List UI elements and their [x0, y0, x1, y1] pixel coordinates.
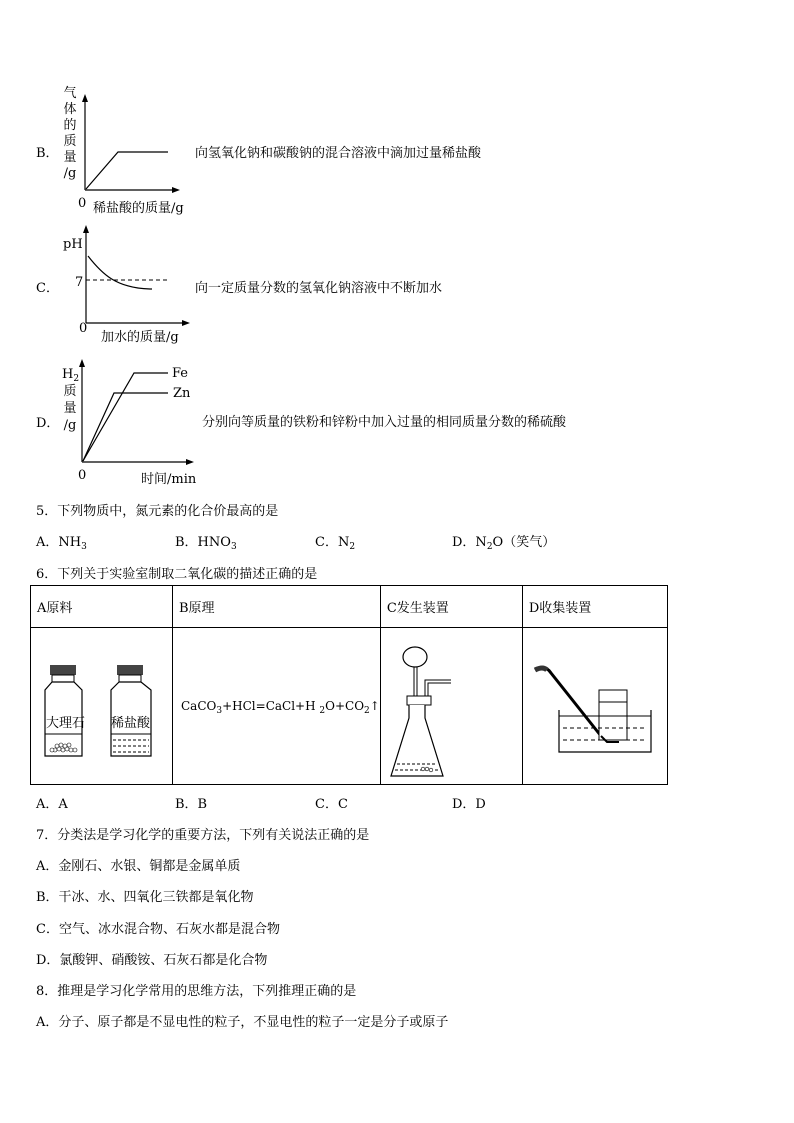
graph-d-x-axis-label: 时间/min [141, 472, 197, 487]
reagent-bottles-illustration [31, 628, 172, 784]
graph-c-x-axis-label: 加水的质量/g [101, 330, 179, 345]
gas-curve [86, 152, 168, 189]
conical-flask [391, 705, 443, 776]
question-6-stem: 6．下列关于实验室制取二氧化碳的描述正确的是 [36, 567, 318, 582]
y-axis-arrow [79, 359, 85, 367]
rubber-stopper [407, 696, 431, 705]
bottle2-label: 稀盐酸 [111, 716, 151, 731]
q5-option-a: A．$NH_3$ [36, 535, 87, 552]
graph-d-description: 分别向等质量的铁粉和锌粉中加入过量的相同质量分数的稀硫酸 [202, 415, 567, 430]
fe-curve [83, 373, 168, 461]
graph-c-origin: 0 [79, 321, 88, 336]
option-label-b: B． [36, 146, 59, 161]
reaction-equation: CaCO$_3$+HCl=CaCl+H $_2O+CO_2↑$ [181, 698, 380, 716]
q5-option-c: C．$N_2$ [315, 535, 356, 552]
x-axis-arrow [182, 320, 190, 326]
series-label-zn: Zn [173, 386, 191, 401]
zn-curve [83, 393, 168, 461]
header-b: B原理 [173, 586, 381, 628]
q6-option-b: B．B [175, 797, 208, 812]
y-axis-arrow [82, 94, 88, 102]
bottle2-cap [117, 665, 143, 675]
option-label-d: D． [36, 416, 60, 431]
q5-option-b: B．$HNO_3$ [175, 535, 237, 552]
question-5-stem: 5．下列物质中，氮元素的化合价最高的是 [36, 504, 279, 519]
bottle1-neck [52, 675, 74, 682]
q7-option-a: A．金刚石、水银、铜都是金属单质 [36, 859, 241, 874]
graph-c-description: 向一定质量分数的氢氧化钠溶液中不断加水 [195, 281, 443, 296]
header-a: A原料 [31, 586, 173, 628]
bottle2-neck [119, 675, 141, 682]
generator-apparatus-illustration [381, 628, 522, 784]
series-label-fe: Fe [172, 366, 189, 381]
x-axis-arrow [186, 459, 194, 465]
graph-b-x-axis-label: 稀盐酸的质量/g [93, 201, 184, 216]
header-c: C发生装置 [380, 586, 522, 628]
q6-option-d: D．D [452, 797, 486, 812]
question-7-stem: 7．分类法是学习化学的重要方法，下列有关说法正确的是 [36, 828, 370, 843]
y-axis-arrow [83, 225, 89, 233]
header-d: D收集装置 [522, 586, 667, 628]
q5-option-d: D．$N_2O$（笑气） [452, 535, 556, 552]
q6-table [30, 585, 668, 785]
option-label-c: C． [36, 281, 59, 296]
cell-principle [173, 628, 381, 785]
bottle1-cap [50, 665, 76, 675]
cell-materials [31, 628, 173, 785]
delivery-tube [425, 680, 451, 696]
question-8-stem: 8．推理是学习化学常用的思维方法，下列推理正确的是 [36, 984, 357, 999]
q6-option-c: C．C [315, 797, 348, 812]
graph-b-description: 向氢氧化钠和碳酸钠的混合溶液中滴加过量稀盐酸 [195, 146, 482, 161]
graph-d-origin: 0 [78, 468, 87, 483]
ph-curve [88, 256, 152, 289]
bottle1-label: 大理石 [46, 716, 86, 731]
x-axis-arrow [172, 187, 180, 193]
graph-c-y-axis-label: pH [63, 237, 83, 252]
cell-collector [522, 628, 667, 785]
gas-tube [535, 668, 601, 736]
collector-apparatus-illustration [523, 628, 667, 784]
q7-option-b: B．干冰、水、四氧化三铁都是氧化物 [36, 890, 254, 905]
q8-option-a: A．分子、原子都是不显电性的粒子，不显电性的粒子一定是分子或原子 [36, 1015, 449, 1030]
graph-b-y-axis-label: 气 体 的 质 量 /g [63, 86, 77, 181]
funnel-bulb [403, 647, 427, 667]
q7-option-c: C．空气、冰水混合物、石灰水都是混合物 [36, 922, 280, 937]
graph-b-origin: 0 [78, 196, 87, 211]
q6-option-a: A．A [36, 797, 68, 812]
q7-option-d: D．氯酸钾、硝酸铵、石灰石都是化合物 [36, 953, 268, 968]
graph-c-plot [80, 224, 192, 326]
graph-b-plot [78, 94, 182, 194]
graph-d-y-axis-label: $H_2$ 质 量 /g [62, 367, 80, 433]
cell-generator [380, 628, 522, 785]
graph-c-ref-value: 7 [75, 275, 84, 290]
collecting-bottle [599, 690, 627, 740]
